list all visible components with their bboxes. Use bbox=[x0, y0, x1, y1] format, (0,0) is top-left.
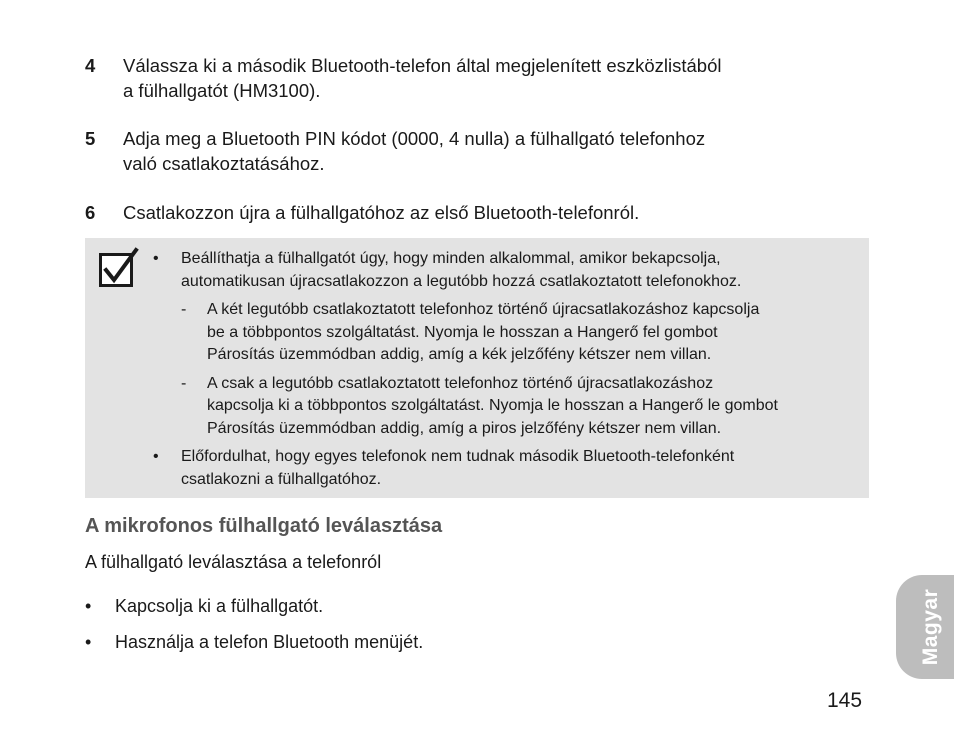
dash-mark: - bbox=[181, 301, 187, 318]
step-4 bbox=[85, 53, 825, 103]
bullet-mark: • bbox=[153, 250, 159, 267]
note-line: Beállíthatja a fülhallgatót úgy, hogy minden alkalommal, amikor bekapcsolja, bbox=[181, 250, 721, 267]
note-line: A két legutóbb csatlakoztatott telefonhoz történő újracsatlakozáshoz kapcsolja bbox=[207, 301, 760, 318]
step-number: 4 bbox=[85, 55, 96, 76]
list-item bbox=[85, 632, 423, 653]
section-intro: A fülhallgató leválasztása a telefonról bbox=[85, 552, 382, 572]
step-text-line: való csatlakoztatásához. bbox=[123, 153, 325, 174]
list-item-text: Kapcsolja ki a fülhallgatót. bbox=[115, 596, 324, 616]
note-line: Párosítás üzemmódban addig, amíg a kék jelzőfény kétszer nem villan. bbox=[207, 346, 712, 363]
step-number: 6 bbox=[85, 202, 96, 223]
language-tab-label: Magyar bbox=[919, 588, 942, 666]
step-text-line: Válassza ki a második Bluetooth-telefon által megjelenített eszközlistából bbox=[123, 55, 722, 76]
step-text-line: Csatlakozzon újra a fülhallgatóhoz az első Bluetooth-telefonról. bbox=[123, 202, 640, 223]
note-line: csatlakozni a fülhallgatóhoz. bbox=[181, 470, 382, 488]
note-line: automatikusan újracsatlakozzon a legutóbb hozzá csatlakoztatott telefonokhoz. bbox=[181, 272, 742, 290]
note-sub-item bbox=[153, 299, 863, 367]
note-box bbox=[85, 238, 869, 498]
section-heading: A mikrofonos fülhallgató leválasztása bbox=[85, 515, 443, 537]
language-tab bbox=[896, 575, 954, 679]
list-item bbox=[85, 596, 323, 617]
checkmark-icon bbox=[99, 253, 133, 287]
step-number: 5 bbox=[85, 128, 96, 149]
bullet-mark: • bbox=[85, 596, 92, 616]
step-text-line: Adja meg a Bluetooth PIN kódot (0000, 4 nulla) a fülhallgató telefonhoz bbox=[123, 128, 706, 149]
note-sub-item bbox=[153, 373, 863, 441]
note-list bbox=[153, 248, 863, 491]
bullet-mark: • bbox=[153, 448, 159, 465]
list-item-text: Használja a telefon Bluetooth menüjét. bbox=[115, 632, 424, 652]
step-text-line: a fülhallgatót (HM3100). bbox=[123, 80, 321, 101]
note-line: be a többpontos szolgáltatást. Nyomja le hosszan a Hangerő fel gombot bbox=[207, 323, 718, 341]
page-number: 145 bbox=[827, 689, 863, 712]
note-line: A csak a legutóbb csatlakoztatott telefonhoz történő újracsatlakozáshoz bbox=[207, 374, 714, 392]
dash-mark: - bbox=[181, 374, 187, 392]
note-bullet bbox=[153, 248, 863, 293]
note-bullet bbox=[153, 446, 863, 491]
step-5 bbox=[85, 126, 825, 176]
note-line: Párosítás üzemmódban addig, amíg a piros jelzőfény kétszer nem villan. bbox=[207, 419, 722, 437]
bullet-mark: • bbox=[85, 632, 92, 652]
note-line: kapcsolja ki a többpontos szolgáltatást. Nyomja le hosszan a Hangerő le gombot bbox=[207, 397, 778, 414]
note-line: Előfordulhat, hogy egyes telefonok nem tudnak második Bluetooth-telefonként bbox=[181, 448, 735, 465]
step-6 bbox=[85, 200, 825, 225]
